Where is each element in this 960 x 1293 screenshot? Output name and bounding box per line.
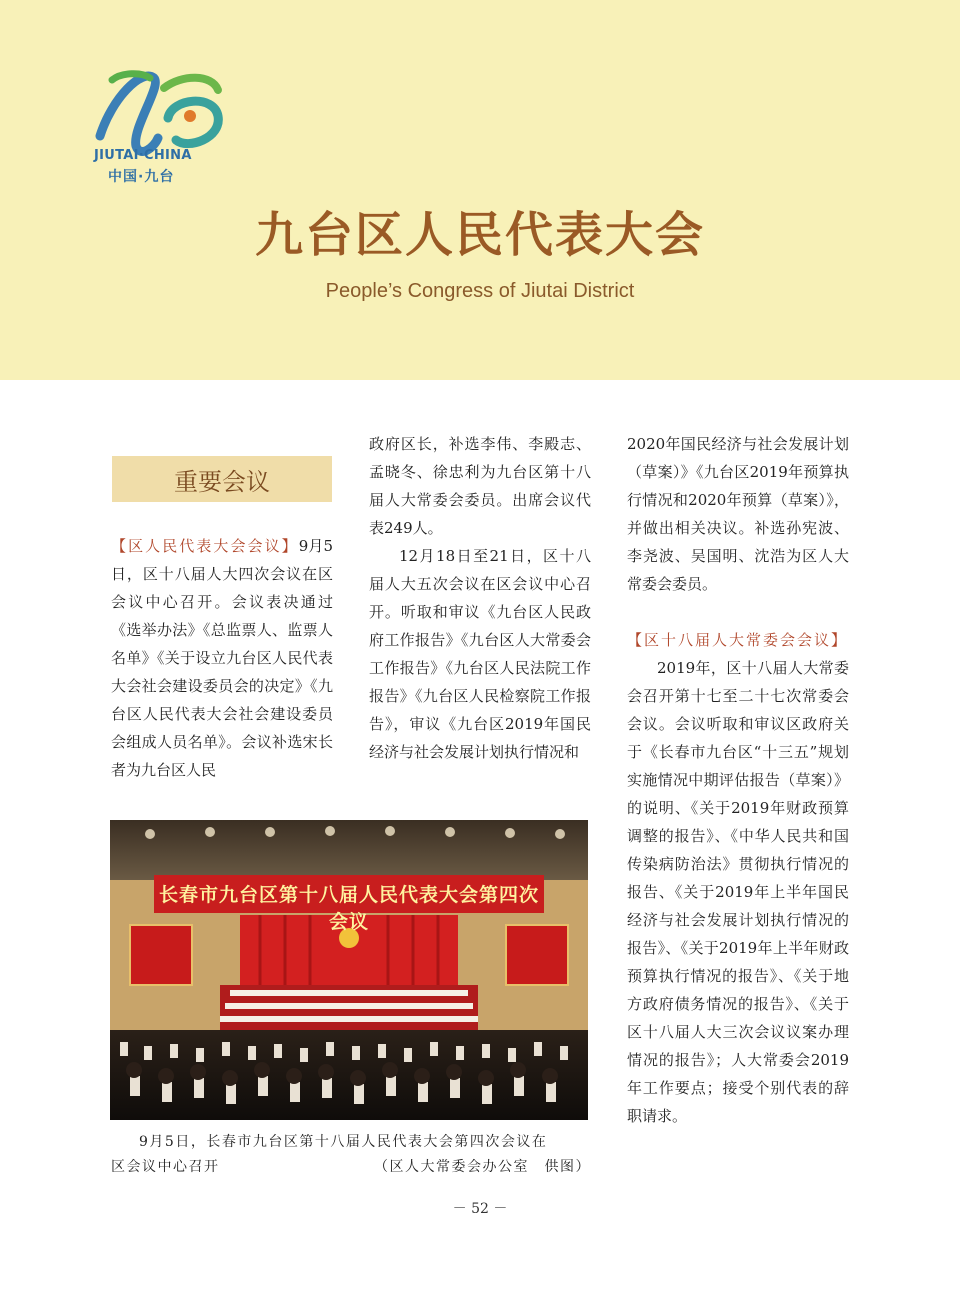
section-heading-box bbox=[112, 456, 332, 502]
bracket-label: 【区十八届人大常委会会议】 bbox=[627, 631, 849, 649]
page-title: 九台区人民代表大会 bbox=[254, 207, 705, 263]
caption-credit: （区人大常委会办公室 供图） bbox=[374, 1159, 591, 1175]
paragraph: 2019年，区十八届人大常委会召开第十七至二十七次常委会会议。会议听取和审议区政府关于《长春市九台区“十三五”规划实施情况中期评估报告（草案）》的说明、《关于2019年财政预算调整的报告》、《中华人民共和国传染病防治法》贯彻执行情况的报告、《关于2019年上半年国民经济与社会发展计划执行情况的报告》、《关于2019年上半年财政预算执行情况的报告》、《关于地方政府债务情况的报告》、《关于区十八届人大三次会议议案办理情况的报告》；人大常委会2019年工作要点；接受个别代表的辞职请求。 bbox=[627, 659, 849, 1125]
paragraph: 2020年国民经济与社会发展计划（草案）》《九台区2019年预算执行情况和2020年预算（草案）》，并做出相关决议。补选孙宪波、李尧波、吴国明、沈浩为区人大常委会委员。 bbox=[627, 435, 849, 593]
paragraph: 政府区长，补选李伟、李殿志、孟晓冬、徐忠利为九台区第十八届人大常委会委员。出席会议代表249人。 bbox=[369, 435, 591, 537]
caption-text: 区会议中心召开 bbox=[111, 1159, 220, 1175]
text-column-2 bbox=[369, 430, 591, 766]
page-number: － 52 － bbox=[452, 1201, 508, 1217]
bracket-label: 【区人民代表大会会议】 bbox=[111, 537, 299, 555]
paragraph: 12月18日至21日，区十八届人大五次会议在区会议中心召开。听取和审议《九台区人民政府工作报告》《九台区人大常委会工作报告》《九台区人民法院工作报告》《九台区人民检察院工作报告》，审议《九台区2019年国民经济与社会发展计划执行情况和 bbox=[369, 547, 591, 761]
logo-text-cn: 中国·九台 bbox=[108, 169, 175, 185]
text-column-1 bbox=[111, 532, 333, 784]
paragraph-text: 9月5日，区十八届人大四次会议在区会议中心召开。会议表决通过《选举办法》《总监票人、监票人名单》《关于设立九台区人民代表大会社会建设委员会的决定》《九台区人民代表大会社会建设委员会组成人员名单》。会议补选宋长者为九台区人民 bbox=[111, 537, 333, 779]
logo-text-en: JIUTAI·CHINA bbox=[94, 148, 192, 163]
photo-caption bbox=[111, 1130, 591, 1180]
section-heading: 重要会议 bbox=[174, 467, 270, 496]
photo-banner: 长春市九台区第十八届人民代表大会第四次会议 bbox=[158, 884, 539, 933]
header-band bbox=[0, 0, 960, 380]
caption-line-1: 9月5日，长春市九台区第十八届人民代表大会第四次会议在 bbox=[139, 1134, 548, 1150]
text-column-3 bbox=[627, 430, 849, 1130]
meeting-photo bbox=[110, 820, 588, 1120]
page-subtitle: People’s Congress of Jiutai District bbox=[325, 280, 635, 302]
spacer bbox=[627, 598, 849, 626]
paragraph bbox=[111, 532, 333, 784]
caption-line-2 bbox=[111, 1155, 591, 1180]
meeting-photo-image bbox=[110, 820, 588, 1120]
